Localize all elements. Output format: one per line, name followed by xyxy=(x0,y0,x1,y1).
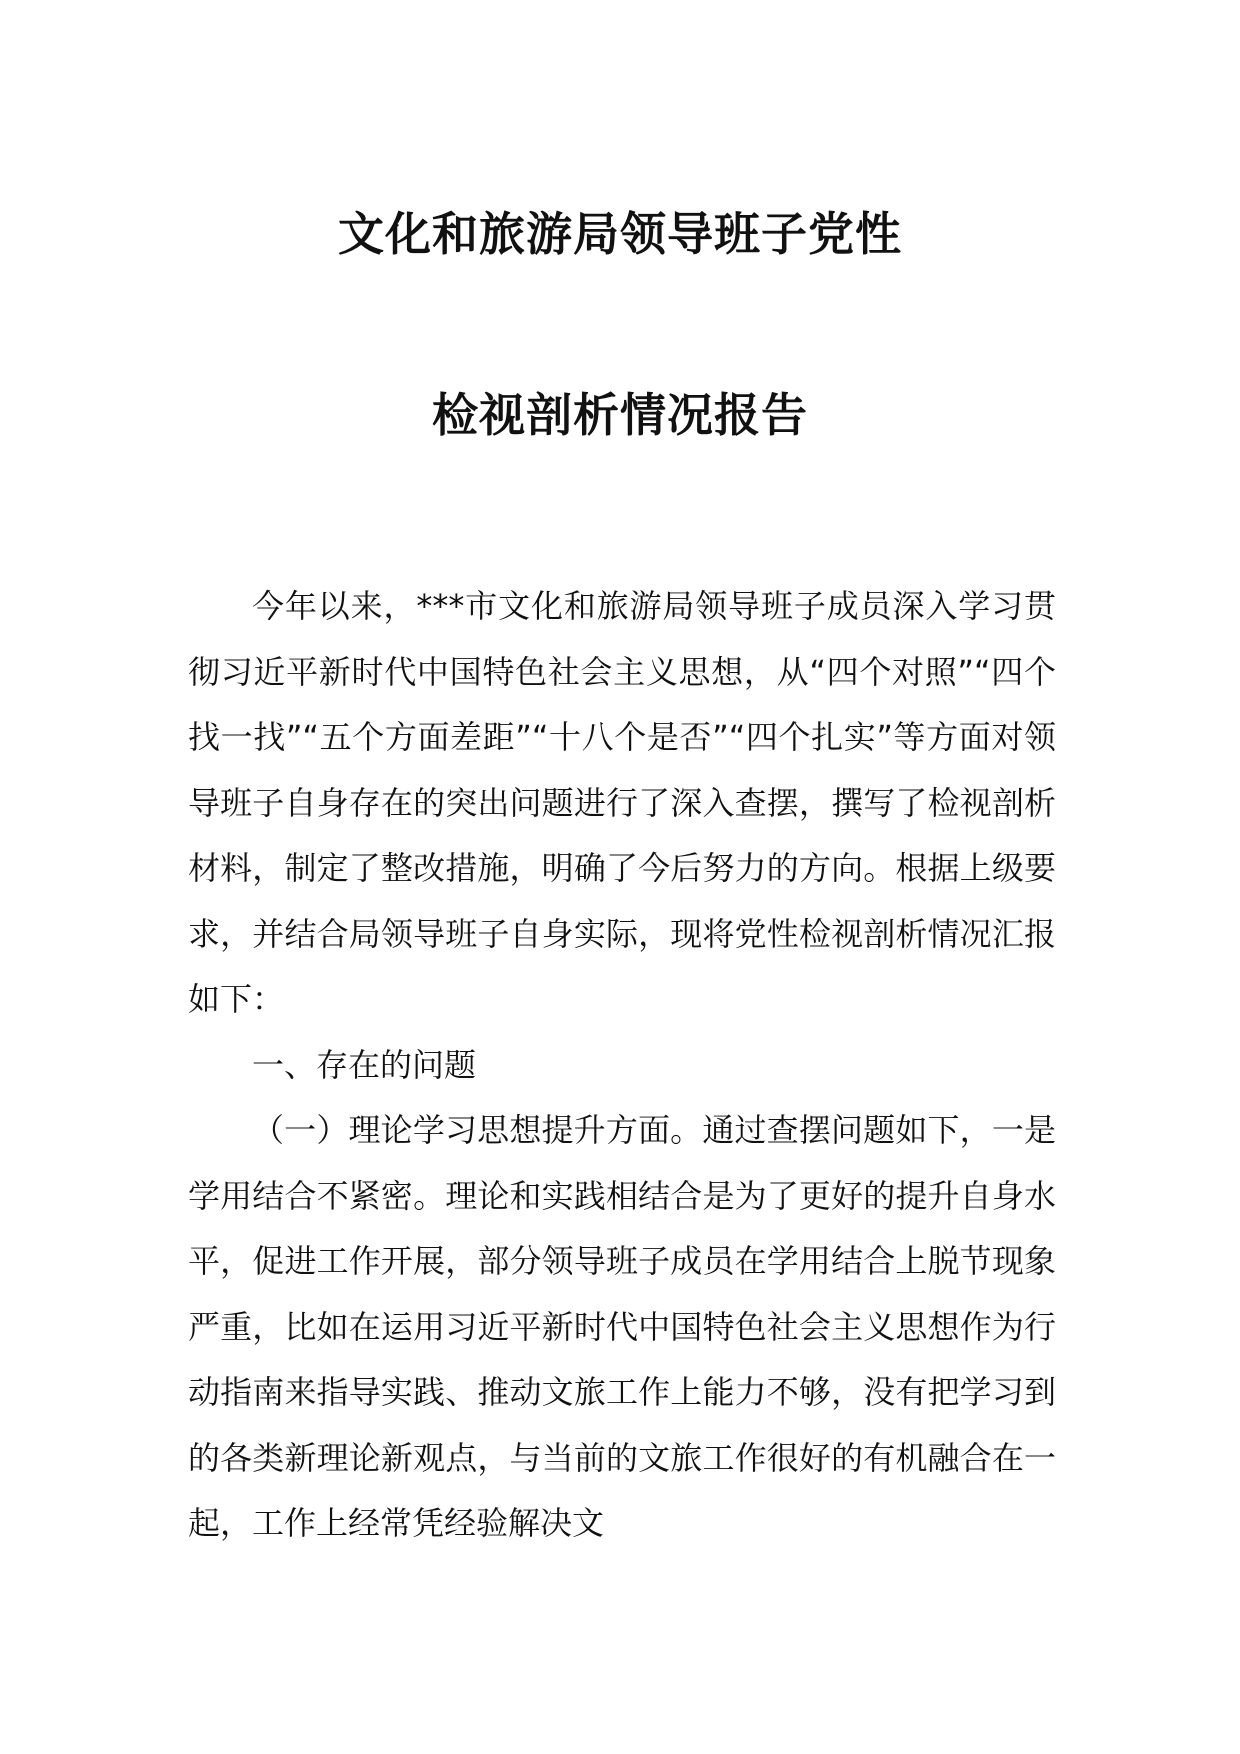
paragraph-intro: 今年以来，***市文化和旅游局领导班子成员深入学习贯彻习近平新时代中国特色社会主义思想，从“四个对照”“四个找一找”“五个方面差距”“十八个是否”“四个扎实”等方面对领导班子自身存在的突出问题进行了深入查摆，撰写了检视剖析材料，制定了整改措施，明确了今后努力的方向。根据上级要求，并结合局领导班子自身实际，现将党性检视剖析情况汇报如下： xyxy=(188,587,1056,1018)
document-body xyxy=(188,574,1056,1557)
paragraph-theory-study: （一）理论学习思想提升方面。通过查摆问题如下，一是学用结合不紧密。理论和实践相结合是为了更好的提升自身水平，促进工作开展，部分领导班子成员在学用结合上脱节现象严重，比如在运用习近平新时代中国特色社会主义思想作为行动指南来指导实践、推动文旅工作上能力不够，没有把学习到的各类新理论新观点，与当前的文旅工作很好的有机融合在一起，工作上经常凭经验解决文 xyxy=(188,1111,1056,1542)
document-title-line-1: 文化和旅游局领导班子党性 xyxy=(338,207,902,261)
section-heading-problems: 一、存在的问题 xyxy=(252,1045,477,1084)
document-title-line-2: 检视剖析情况报告 xyxy=(432,388,808,442)
